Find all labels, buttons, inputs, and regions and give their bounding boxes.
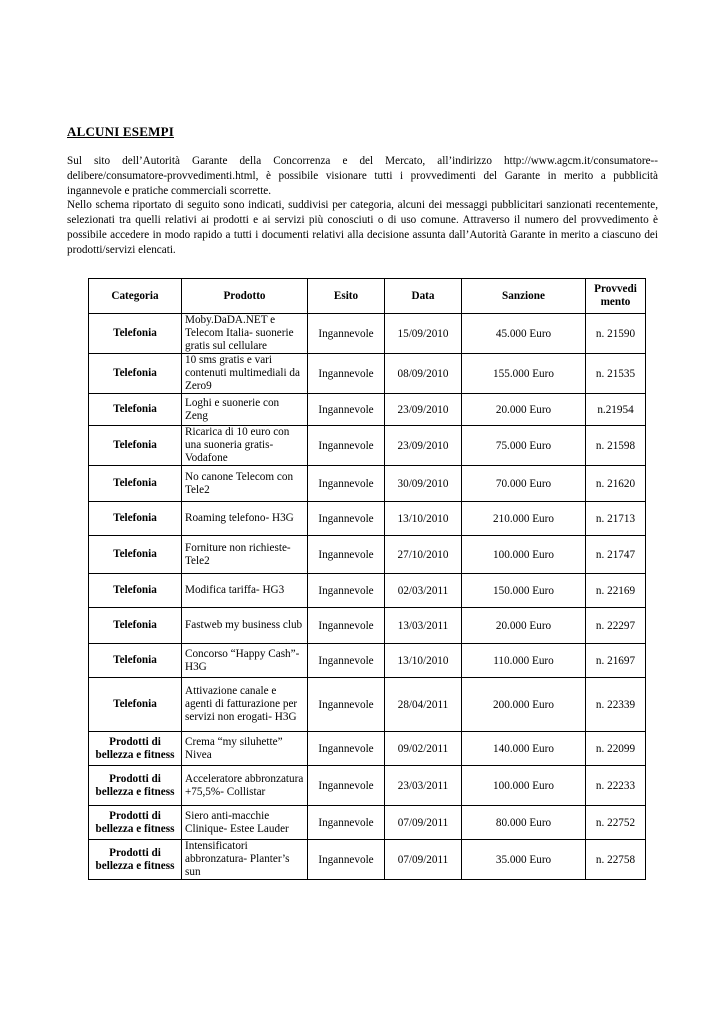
cell-sanzione: 210.000 Euro <box>462 502 586 536</box>
cell-provvedimento: n. 21598 <box>586 426 646 466</box>
cell-categoria: Telefonia <box>89 426 182 466</box>
table-row <box>89 502 646 536</box>
cell-categoria: Prodotti di bellezza e fitness <box>89 732 182 766</box>
cell-provvedimento: n. 21535 <box>586 354 646 394</box>
cell-sanzione: 155.000 Euro <box>462 354 586 394</box>
cell-prodotto: Fastweb my business club <box>182 608 308 644</box>
cell-categoria: Telefonia <box>89 394 182 426</box>
cell-esito: Ingannevole <box>308 806 385 840</box>
cell-esito: Ingannevole <box>308 678 385 732</box>
cell-provvedimento: n. 22297 <box>586 608 646 644</box>
cell-prodotto: Moby.DaDA.NET e Telecom Italia- suonerie gratis sul cellulare <box>182 314 308 354</box>
cell-provvedimento: n. 22758 <box>586 840 646 880</box>
header-esito: Esito <box>308 279 385 314</box>
table-row <box>89 314 646 354</box>
cell-categoria: Prodotti di bellezza e fitness <box>89 840 182 880</box>
sanctions-table <box>88 278 646 880</box>
table-row <box>89 840 646 880</box>
cell-data: 27/10/2010 <box>385 536 462 574</box>
header-data: Data <box>385 279 462 314</box>
cell-sanzione: 200.000 Euro <box>462 678 586 732</box>
cell-esito: Ingannevole <box>308 466 385 502</box>
cell-categoria: Telefonia <box>89 502 182 536</box>
cell-categoria: Telefonia <box>89 354 182 394</box>
table-row <box>89 766 646 806</box>
cell-provvedimento: n. 22339 <box>586 678 646 732</box>
cell-esito: Ingannevole <box>308 502 385 536</box>
cell-sanzione: 35.000 Euro <box>462 840 586 880</box>
cell-data: 13/10/2010 <box>385 644 462 678</box>
cell-esito: Ingannevole <box>308 608 385 644</box>
cell-data: 02/03/2011 <box>385 574 462 608</box>
header-categoria: Categoria <box>89 279 182 314</box>
cell-sanzione: 75.000 Euro <box>462 426 586 466</box>
cell-esito: Ingannevole <box>308 536 385 574</box>
table-row <box>89 536 646 574</box>
cell-sanzione: 20.000 Euro <box>462 394 586 426</box>
cell-prodotto: Roaming telefono- H3G <box>182 502 308 536</box>
cell-data: 23/03/2011 <box>385 766 462 806</box>
table-row <box>89 394 646 426</box>
intro-text <box>67 154 658 258</box>
cell-data: 13/03/2011 <box>385 608 462 644</box>
table-row <box>89 354 646 394</box>
cell-sanzione: 20.000 Euro <box>462 608 586 644</box>
cell-data: 08/09/2010 <box>385 354 462 394</box>
cell-esito: Ingannevole <box>308 426 385 466</box>
cell-prodotto: Modifica tariffa- HG3 <box>182 574 308 608</box>
cell-data: 15/09/2010 <box>385 314 462 354</box>
cell-prodotto: Concorso “Happy Cash”-H3G <box>182 644 308 678</box>
cell-categoria: Telefonia <box>89 574 182 608</box>
cell-esito: Ingannevole <box>308 354 385 394</box>
table-row <box>89 574 646 608</box>
cell-sanzione: 100.000 Euro <box>462 766 586 806</box>
cell-provvedimento: n.21954 <box>586 394 646 426</box>
table-row <box>89 426 646 466</box>
cell-esito: Ingannevole <box>308 840 385 880</box>
cell-data: 13/10/2010 <box>385 502 462 536</box>
header-provvedimento: Provvedi mento <box>586 279 646 314</box>
cell-data: 09/02/2011 <box>385 732 462 766</box>
cell-prodotto: Loghi e suonerie con Zeng <box>182 394 308 426</box>
cell-provvedimento: n. 22233 <box>586 766 646 806</box>
cell-data: 23/09/2010 <box>385 426 462 466</box>
cell-provvedimento: n. 21590 <box>586 314 646 354</box>
cell-categoria: Telefonia <box>89 466 182 502</box>
cell-categoria: Telefonia <box>89 314 182 354</box>
cell-data: 30/09/2010 <box>385 466 462 502</box>
cell-provvedimento: n. 21620 <box>586 466 646 502</box>
cell-categoria: Telefonia <box>89 536 182 574</box>
cell-data: 23/09/2010 <box>385 394 462 426</box>
table-header-row <box>89 279 646 314</box>
cell-prodotto: Forniture non richieste- Tele2 <box>182 536 308 574</box>
cell-categoria: Prodotti di bellezza e fitness <box>89 766 182 806</box>
table-row <box>89 732 646 766</box>
cell-sanzione: 140.000 Euro <box>462 732 586 766</box>
section-heading: ALCUNI ESEMPI <box>67 124 174 139</box>
cell-sanzione: 150.000 Euro <box>462 574 586 608</box>
cell-categoria: Telefonia <box>89 678 182 732</box>
table-row <box>89 644 646 678</box>
header-sanzione: Sanzione <box>462 279 586 314</box>
cell-provvedimento: n. 21697 <box>586 644 646 678</box>
cell-categoria: Telefonia <box>89 644 182 678</box>
cell-esito: Ingannevole <box>308 766 385 806</box>
cell-esito: Ingannevole <box>308 732 385 766</box>
cell-esito: Ingannevole <box>308 644 385 678</box>
table-body <box>89 314 646 880</box>
cell-esito: Ingannevole <box>308 314 385 354</box>
cell-prodotto: No canone Telecom con Tele2 <box>182 466 308 502</box>
cell-provvedimento: n. 21713 <box>586 502 646 536</box>
cell-sanzione: 100.000 Euro <box>462 536 586 574</box>
cell-esito: Ingannevole <box>308 394 385 426</box>
intro-paragraph-1: Sul sito dell’Autorità Garante della Concorrenza e del Mercato, all’indirizzo http://www.agcm.it/consumatore--delibere/consumatore-provvedimenti.html, è possibile visionare tutti i provvedimenti del Garante in merito a pubblicità ingannevole e pratiche commerciali scorrette. <box>67 155 658 197</box>
cell-prodotto: Ricarica di 10 euro con una suoneria gratis- Vodafone <box>182 426 308 466</box>
cell-prodotto: Attivazione canale e agenti di fatturazione per servizi non erogati- H3G <box>182 678 308 732</box>
cell-provvedimento: n. 22752 <box>586 806 646 840</box>
cell-sanzione: 45.000 Euro <box>462 314 586 354</box>
cell-data: 07/09/2011 <box>385 806 462 840</box>
header-prodotto: Prodotto <box>182 279 308 314</box>
table-row <box>89 678 646 732</box>
cell-data: 07/09/2011 <box>385 840 462 880</box>
table-row <box>89 466 646 502</box>
cell-prodotto: Acceleratore abbronzatura +75,5%- Collistar <box>182 766 308 806</box>
cell-categoria: Prodotti di bellezza e fitness <box>89 806 182 840</box>
cell-provvedimento: n. 22099 <box>586 732 646 766</box>
cell-provvedimento: n. 21747 <box>586 536 646 574</box>
cell-prodotto: 10 sms gratis e vari contenuti multimediali da Zero9 <box>182 354 308 394</box>
cell-esito: Ingannevole <box>308 574 385 608</box>
cell-prodotto: Intensificatori abbronzatura- Planter’s sun <box>182 840 308 880</box>
intro-paragraph-2: Nello schema riportato di seguito sono indicati, suddivisi per categoria, alcuni dei messaggi pubblicitari sanzionati recentemente, selezionati tra quelli relativi ai prodotti e ai servizi più conosciuti o di uso comune. Attraverso il numero del provvedimento è possibile accedere in modo rapido a tutti i documenti relativi alla decisione assunta dall’Autorità Garante in merito a ciascuno dei prodotti/servizi elencati. <box>67 199 658 256</box>
cell-prodotto: Siero anti-macchie Clinique- Estee Lauder <box>182 806 308 840</box>
cell-prodotto: Crema “my siluhette” Nivea <box>182 732 308 766</box>
cell-data: 28/04/2011 <box>385 678 462 732</box>
cell-categoria: Telefonia <box>89 608 182 644</box>
cell-sanzione: 70.000 Euro <box>462 466 586 502</box>
cell-sanzione: 80.000 Euro <box>462 806 586 840</box>
cell-provvedimento: n. 22169 <box>586 574 646 608</box>
table-row <box>89 806 646 840</box>
cell-sanzione: 110.000 Euro <box>462 644 586 678</box>
table-row <box>89 608 646 644</box>
